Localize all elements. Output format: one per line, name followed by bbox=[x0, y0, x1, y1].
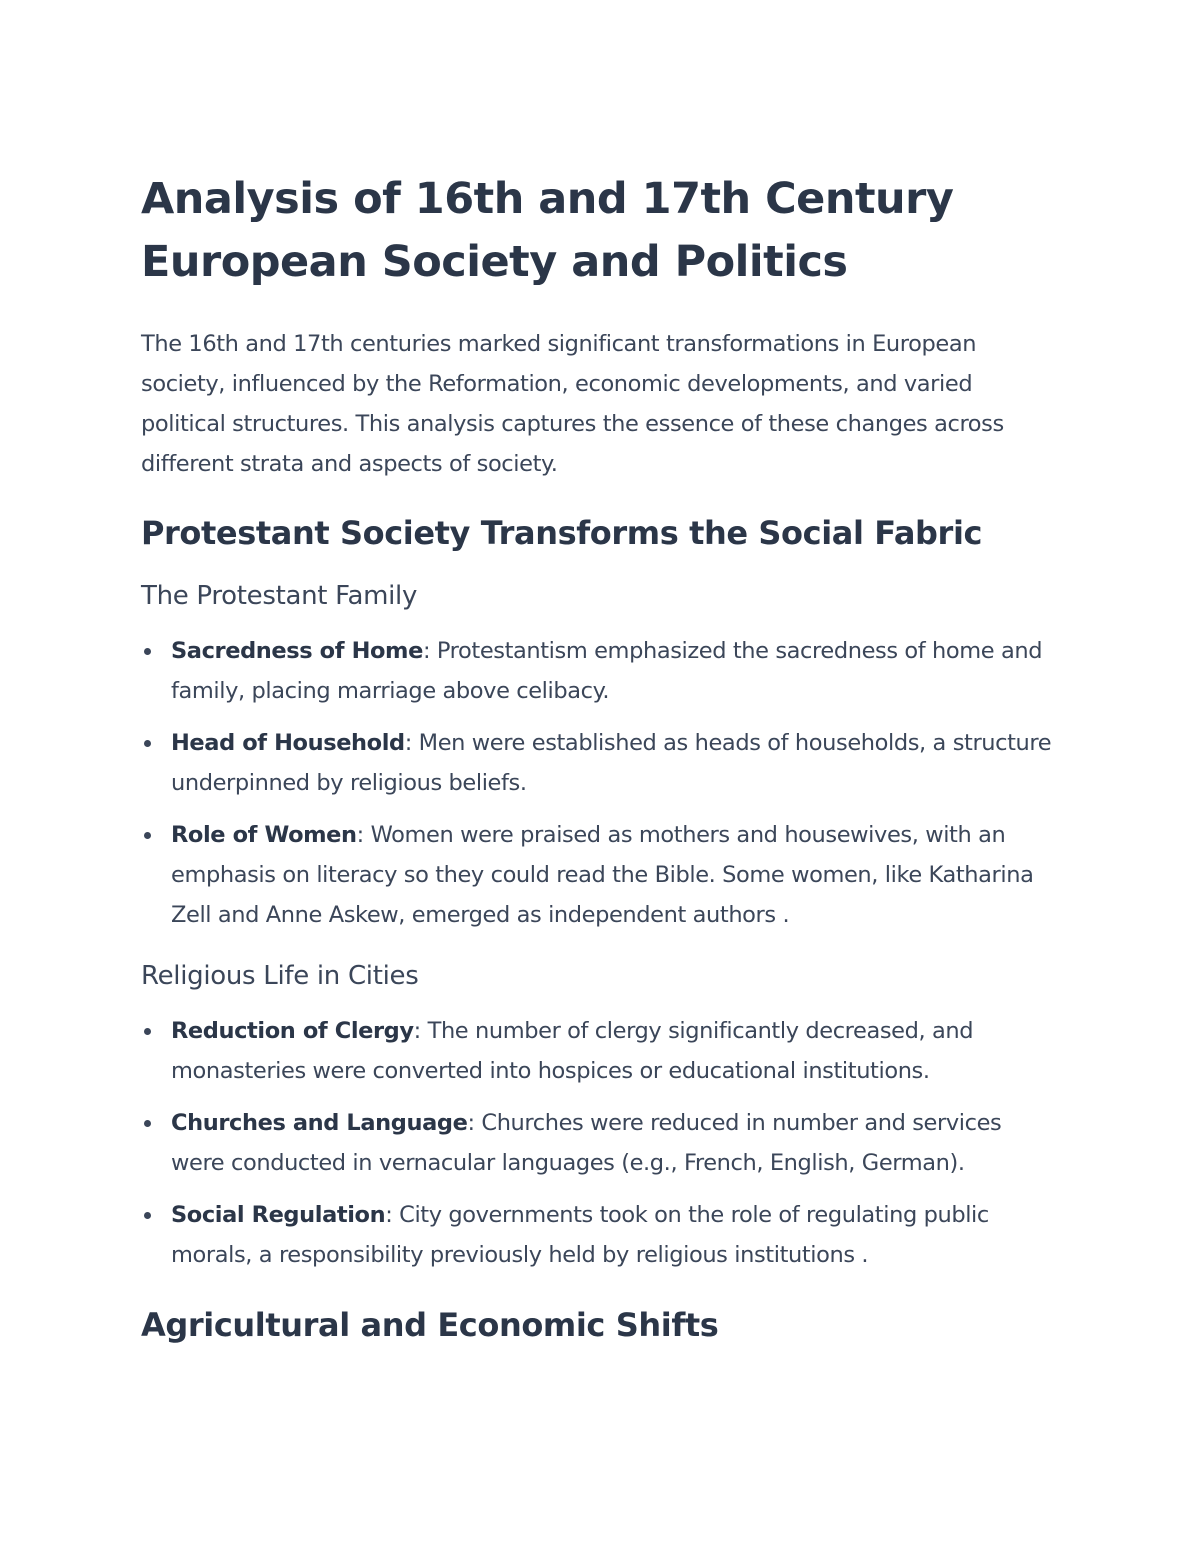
intro-paragraph: The 16th and 17th centuries marked significant transformations in European society, influenced by the Reformation, economic developments, and varied political structures. This analysis captures the essence of these changes across different strata and aspects of society. bbox=[141, 331, 1004, 477]
list-item-term: Head of Household bbox=[171, 730, 405, 756]
list-item-text: : Churches were reduced in number and services were conducted in vernacular languages (e.g., French, English, German). bbox=[171, 1110, 1002, 1176]
list-item-term: Sacredness of Home bbox=[171, 638, 423, 664]
list-item-term: Role of Women bbox=[171, 822, 357, 848]
religious-life-list bbox=[141, 1011, 1061, 1275]
list-item-text: : The number of clergy significantly decreased, and monasteries were converted into hospices or educational institutions. bbox=[171, 1018, 974, 1084]
list-item-term: Social Regulation bbox=[171, 1202, 386, 1228]
list-item bbox=[141, 631, 1061, 711]
section-heading-protestant-society: Protestant Society Transforms the Social Fabric bbox=[141, 514, 983, 552]
bullet-icon bbox=[144, 740, 151, 747]
list-item bbox=[141, 1103, 1061, 1183]
document-title: Analysis of 16th and 17th Century European Society and Politics bbox=[141, 174, 954, 287]
list-item bbox=[141, 1195, 1061, 1275]
list-item-text: : Protestantism emphasized the sacredness of home and family, placing marriage above celibacy. bbox=[171, 638, 1043, 704]
section-heading-agricultural-shifts: Agricultural and Economic Shifts bbox=[141, 1306, 719, 1344]
bullet-icon bbox=[144, 832, 151, 839]
bullet-icon bbox=[144, 1120, 151, 1127]
bullet-icon bbox=[144, 1212, 151, 1219]
list-item bbox=[141, 723, 1061, 803]
list-item bbox=[141, 815, 1061, 935]
bullet-icon bbox=[144, 1028, 151, 1035]
document-page bbox=[141, 168, 1061, 1347]
subsection-heading-religious-life: Religious Life in Cities bbox=[141, 961, 419, 991]
list-item-term: Reduction of Clergy bbox=[171, 1018, 414, 1044]
bullet-icon bbox=[144, 648, 151, 655]
list-item-text: : City governments took on the role of regulating public morals, a responsibility previously held by religious institutions . bbox=[171, 1202, 989, 1268]
subsection-heading-protestant-family: The Protestant Family bbox=[141, 581, 418, 611]
list-item-term: Churches and Language bbox=[171, 1110, 468, 1136]
protestant-family-list bbox=[141, 631, 1061, 935]
list-item-text: : Men were established as heads of households, a structure underpinned by religious beliefs. bbox=[171, 730, 1052, 796]
list-item bbox=[141, 1011, 1061, 1091]
list-item-text: : Women were praised as mothers and housewives, with an emphasis on literacy so they could read the Bible. Some women, like Katharina Zell and Anne Askew, emerged as independent authors . bbox=[171, 822, 1034, 928]
